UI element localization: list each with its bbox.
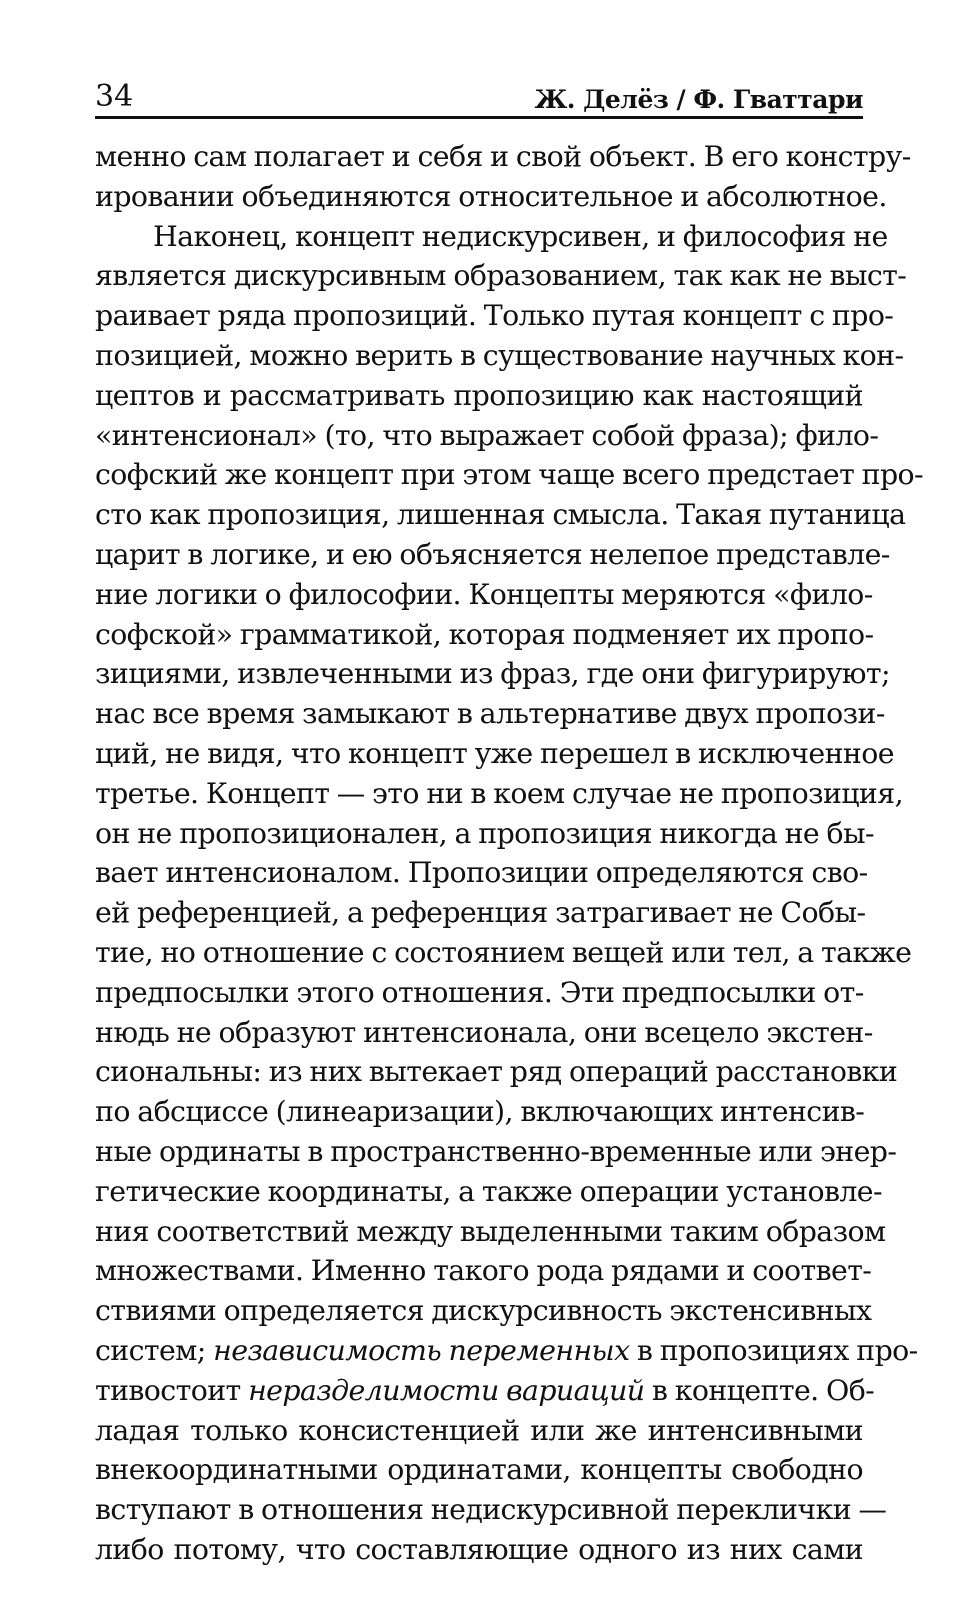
text-line	[95, 376, 863, 416]
text-segment: ствиями определяется дискурсивность экстенсивных	[95, 1294, 872, 1328]
text-line	[95, 853, 868, 893]
text-segment: ировании объединяются относительное и абсолютное.	[95, 179, 887, 213]
page-header	[95, 60, 863, 119]
text-segment: либо потому, что составляющие одного из них сами	[95, 1532, 863, 1566]
text-line	[95, 654, 890, 694]
text-segment: раивает ряда пропозиций. Только путая концепт с про-	[95, 299, 894, 333]
body-text	[95, 137, 924, 1570]
text-segment: в концепте. Об-	[644, 1373, 875, 1407]
text-segment: ладая только консистенцией или же интенсивными	[95, 1413, 863, 1447]
text-segment: нас все время замыкают в альтернативе двух пропози-	[95, 697, 885, 731]
text-line	[95, 177, 887, 217]
text-line	[95, 814, 875, 854]
text-segment: менно сам полагает и себя и свой объект. В его констру-	[95, 140, 911, 173]
text-line	[95, 1450, 863, 1490]
text-line	[95, 1490, 887, 1530]
text-line	[95, 455, 924, 495]
text-segment: зициями, извлеченными из фраз, где они фигурируют;	[95, 657, 890, 691]
text-line	[95, 296, 894, 336]
text-line	[95, 1172, 882, 1212]
text-segment: внекоординатными ординатами, концепты свободно	[95, 1453, 863, 1487]
text-segment: нюдь не образуют интенсионала, они всецело экстен-	[95, 1015, 873, 1049]
text-line	[95, 1013, 873, 1053]
text-line	[95, 336, 904, 376]
text-segment: софский же концепт при этом чаще всего предстает про-	[95, 458, 924, 492]
text-segment: по абсциссе (линеаризации), включающих интенсив-	[95, 1095, 865, 1129]
text-line	[95, 416, 879, 456]
text-segment: он не пропозиционален, а пропозиция никогда не бы-	[95, 816, 875, 850]
text-line	[95, 1052, 898, 1092]
text-line	[95, 1371, 875, 1411]
text-segment: систем;	[95, 1333, 214, 1367]
text-line	[95, 256, 907, 296]
text-line	[95, 1132, 897, 1172]
text-segment: сто как пропозиция, лишенная смысла. Такая путаница	[95, 498, 906, 532]
text-segment: вступают в отношения недискурсивной переклички —	[95, 1493, 887, 1527]
text-line	[95, 1331, 918, 1371]
text-line	[95, 1212, 886, 1252]
text-segment: цептов и рассматривать пропозицию как настоящий	[95, 378, 863, 412]
text-segment: тивостоит	[95, 1373, 249, 1407]
text-segment: софской» грамматикой, которая подменяет их пропо-	[95, 617, 874, 651]
text-segment: ные ординаты в пространственно-временные или энер-	[95, 1134, 897, 1168]
italic-text-segment: неразделимости вариаций	[248, 1373, 645, 1407]
text-segment: Наконец, концепт недискурсивен, и философия не	[153, 219, 888, 253]
text-line	[95, 1092, 863, 1132]
text-segment: ций, не видя, что концепт уже перешел в исключенное	[95, 736, 894, 770]
text-line	[95, 734, 894, 774]
text-line	[95, 694, 885, 734]
text-line	[95, 615, 874, 655]
text-segment: третье. Концепт — это ни в коем случае не пропозиция,	[95, 776, 903, 810]
text-line	[95, 1411, 863, 1451]
text-line	[95, 973, 863, 1013]
text-line	[95, 575, 873, 615]
text-segment: предпосылки этого отношения. Эти предпосылки от-	[95, 975, 864, 1009]
text-line	[95, 137, 911, 177]
italic-text-segment: независимость переменных	[213, 1333, 630, 1367]
text-line	[95, 217, 888, 257]
text-segment: тие, но отношение с состоянием вещей или тел, а также	[95, 935, 912, 969]
text-segment: позицией, можно верить в существование научных кон-	[95, 338, 904, 372]
text-line	[95, 1291, 872, 1331]
text-segment: сиональны: из них вытекает ряд операций расстановки	[95, 1055, 898, 1089]
text-segment: ние логики о философии. Концепты меряются «фило-	[95, 577, 873, 611]
text-segment: ния соответствий между выделенными таким образом	[95, 1214, 886, 1248]
text-line	[95, 535, 890, 575]
text-segment: ей референцией, а референция затрагивает не Собы-	[95, 896, 866, 930]
running-head: Ж. Делёз / Ф. Гваттари	[534, 85, 863, 114]
text-line	[95, 893, 866, 933]
text-segment: множествами. Именно такого рода рядами и соответ-	[95, 1254, 872, 1288]
text-segment: вает интенсионалом. Пропозиции определяются сво-	[95, 856, 868, 890]
text-line	[95, 1530, 863, 1570]
book-page	[95, 60, 924, 1570]
text-line	[95, 495, 906, 535]
text-segment: гетические координаты, а также операции установле-	[95, 1174, 882, 1208]
text-segment: в пропозициях про-	[629, 1333, 918, 1367]
page-number: 34	[95, 79, 134, 114]
text-segment: царит в логике, и ею объясняется нелепое представле-	[95, 537, 890, 571]
text-line	[95, 1251, 872, 1291]
text-line	[95, 933, 912, 973]
text-line	[95, 774, 903, 814]
text-segment: «интенсионал» (то, что выражает собой фраза); фило-	[95, 418, 879, 452]
text-segment: является дискурсивным образованием, так как не выст-	[95, 259, 907, 293]
